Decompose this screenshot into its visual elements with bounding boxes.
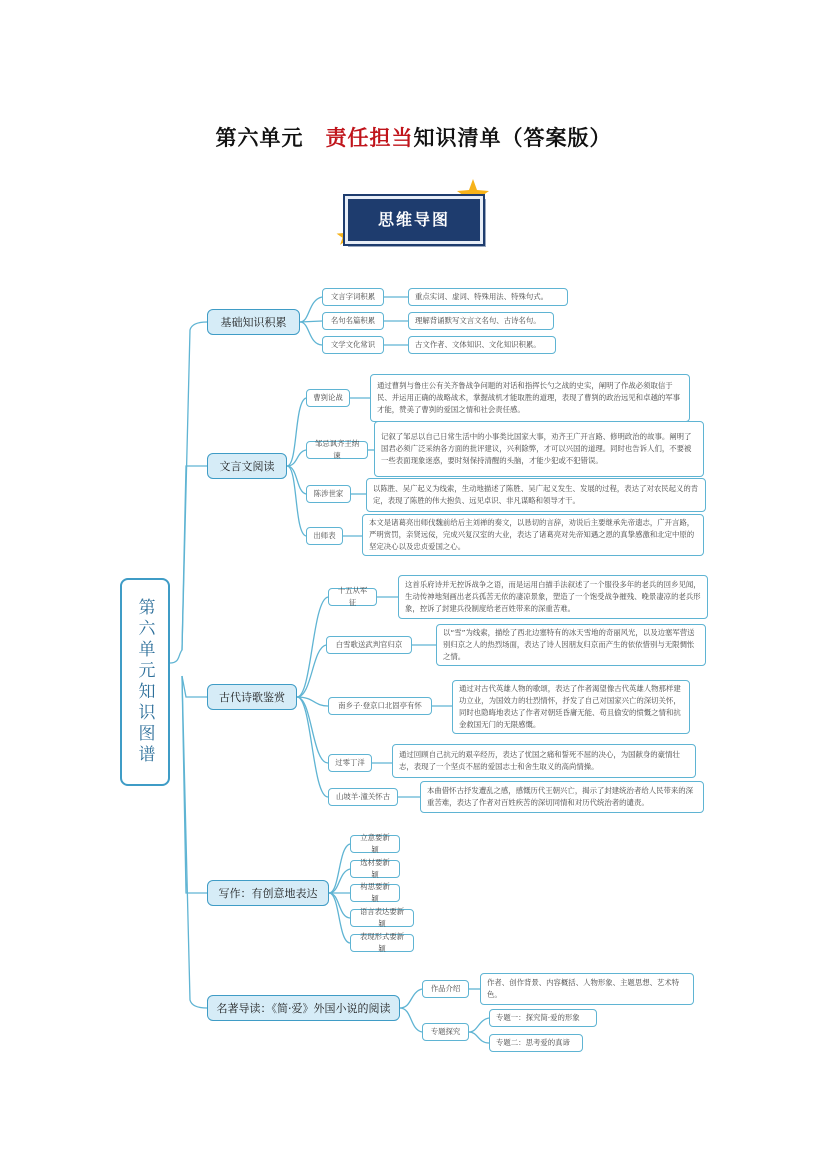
b1-item-detail: 古文作者、文体知识、文化知识积累。 <box>408 336 556 354</box>
b5-item-label: 专题探究 <box>422 1023 469 1041</box>
b1-item-detail: 重点实词、虚词、特殊用法、特殊句式。 <box>408 288 568 306</box>
branch-basic-knowledge: 基础知识积累 <box>207 309 300 335</box>
b5-item-detail: 作者、创作背景、内容概括、人物形象、主题思想、艺术特色。 <box>480 973 694 1005</box>
branch-poetry: 古代诗歌鉴赏 <box>207 684 297 710</box>
b2-item-detail: 通过曹刿与鲁庄公有关齐鲁战争问题的对话和指挥长勺之战的史实，阐明了作战必须取信于民、并运用正确的战略战术，掌握战机才能取胜的道理，表现了曹刿的政治远见和卓越的军事才能，赞美了曹刿的爱国之情和社会责任感。 <box>370 374 690 422</box>
b5-item-detail: 专题一：探究简·爱的形象 <box>489 1009 597 1027</box>
b3-item-detail: 本曲借怀古抒发遭乱之感，感慨历代王朝兴亡，揭示了封建统治者给人民带来的深重苦难，表达了作者对百姓疾苦的深切同情和对历代统治者的谴责。 <box>420 781 704 813</box>
b3-item-label: 白雪歌送武判官归京 <box>326 636 412 654</box>
b5-item-label: 作品介绍 <box>422 980 469 998</box>
title-part3: 知识清单（答案版） <box>413 125 612 150</box>
b3-item-label: 山坡羊·潼关怀古 <box>328 788 398 806</box>
b2-item-detail: 本文是诸葛亮出师伐魏前给后主刘禅的奏文，以恳切的言辞，劝说后主要继承先帝遗志，广开言路，严明赏罚，亲贤远佞，完成兴复汉室的大业，表达了诸葛亮对先帝知遇之恩的真挚感激和北定中原的坚定决心以及忠贞爱国之心。 <box>362 514 704 556</box>
b4-item: 立意要新颖 <box>350 835 400 853</box>
b5-item-detail: 专题二：思考爱的真谛 <box>489 1034 583 1052</box>
b1-item-label: 文言字词积累 <box>322 288 384 306</box>
b3-item-detail: 以“雪”为线索，描绘了西北边塞特有的冰天雪地的奇丽风光，以及边塞军营送别归京之人的热烈场面，表达了诗人因朋友归京而产生的依依惜别与无限惆怅之情。 <box>436 624 706 666</box>
b2-item-detail: 以陈胜、吴广起义为线索，生动地描述了陈胜、吴广起义发生、发展的过程，表达了对农民起义的肯定，表现了陈胜的伟大抱负、远见卓识、非凡谋略和领导才干。 <box>366 478 706 512</box>
b3-item-label: 南乡子·登京口北固亭有怀 <box>328 697 432 715</box>
b3-item-label: 十五从军征 <box>328 588 377 606</box>
b3-item-detail: 通过对古代英雄人物的歌颂，表达了作者渴望像古代英雄人物那样建功立业，为国效力的壮烈情怀，抒发了自己对国家兴亡的深切关怀，同时也隐晦地表达了作者对朝廷昏庸无能、苟且偷安的愤慨之情和抗金救国无门的无限感慨。 <box>452 680 690 734</box>
branch-classic-reading-guide: 名著导读：《简·爱》外国小说的阅读 <box>207 995 400 1021</box>
b3-item-detail: 通过回顾自己抗元的艰辛经历，表达了忧国之痛和誓死不屈的决心，为国献身的豪情壮志，表现了一个坚贞不屈的爱国志士和舍生取义的高尚情操。 <box>392 744 696 778</box>
title-part1: 第六单元 <box>215 125 304 150</box>
branch-classical-reading: 文言文阅读 <box>207 453 287 479</box>
title-part2: 责任担当 <box>325 125 414 150</box>
b4-item: 表现形式要新颖 <box>350 934 414 952</box>
b2-item-detail: 记叙了邹忌以自己日常生活中的小事类比国家大事，劝齐王广开言路、修明政治的故事。阐明了国君必须广泛采纳各方面的批评建议，兴利除弊，才可以兴国的道理。同时也告诉人们，不要被一些表面现象迷惑，要时刻保持清醒的头脑，才能少犯或不犯错误。 <box>374 421 704 477</box>
mind-map-banner: 思维导图 <box>345 196 483 244</box>
b1-item-label: 名句名篇积累 <box>322 312 384 330</box>
b3-item-label: 过零丁洋 <box>328 754 372 772</box>
b2-item-label: 出师表 <box>306 527 343 545</box>
b4-item: 语言表达要新颖 <box>350 909 414 927</box>
b4-item: 选材要新颖 <box>350 860 400 878</box>
b2-item-label: 邹忌讽齐王纳谏 <box>306 441 368 459</box>
b1-item-label: 文学文化常识 <box>322 336 384 354</box>
branch-writing: 写作：有创意地表达 <box>207 880 329 906</box>
b2-item-label: 曹刿论战 <box>306 389 350 407</box>
b2-item-label: 陈涉世家 <box>306 485 351 503</box>
root-node: 第六单元知识图谱 <box>120 578 170 786</box>
b1-item-detail: 理解背诵默写文言文名句、古诗名句。 <box>408 312 554 330</box>
b3-item-detail: 这首乐府诗并无控诉战争之语，而是运用白描手法叙述了一个服役多年的老兵的回乡见闻，生动传神地刻画出老兵孤苦无依的凄凉景象，塑造了一个饱受战争摧残、晚景凄凉的老兵形象，控诉了封建兵役制度给老百姓带来的深重苦难。 <box>398 575 708 619</box>
b4-item: 构思要新颖 <box>350 884 400 902</box>
